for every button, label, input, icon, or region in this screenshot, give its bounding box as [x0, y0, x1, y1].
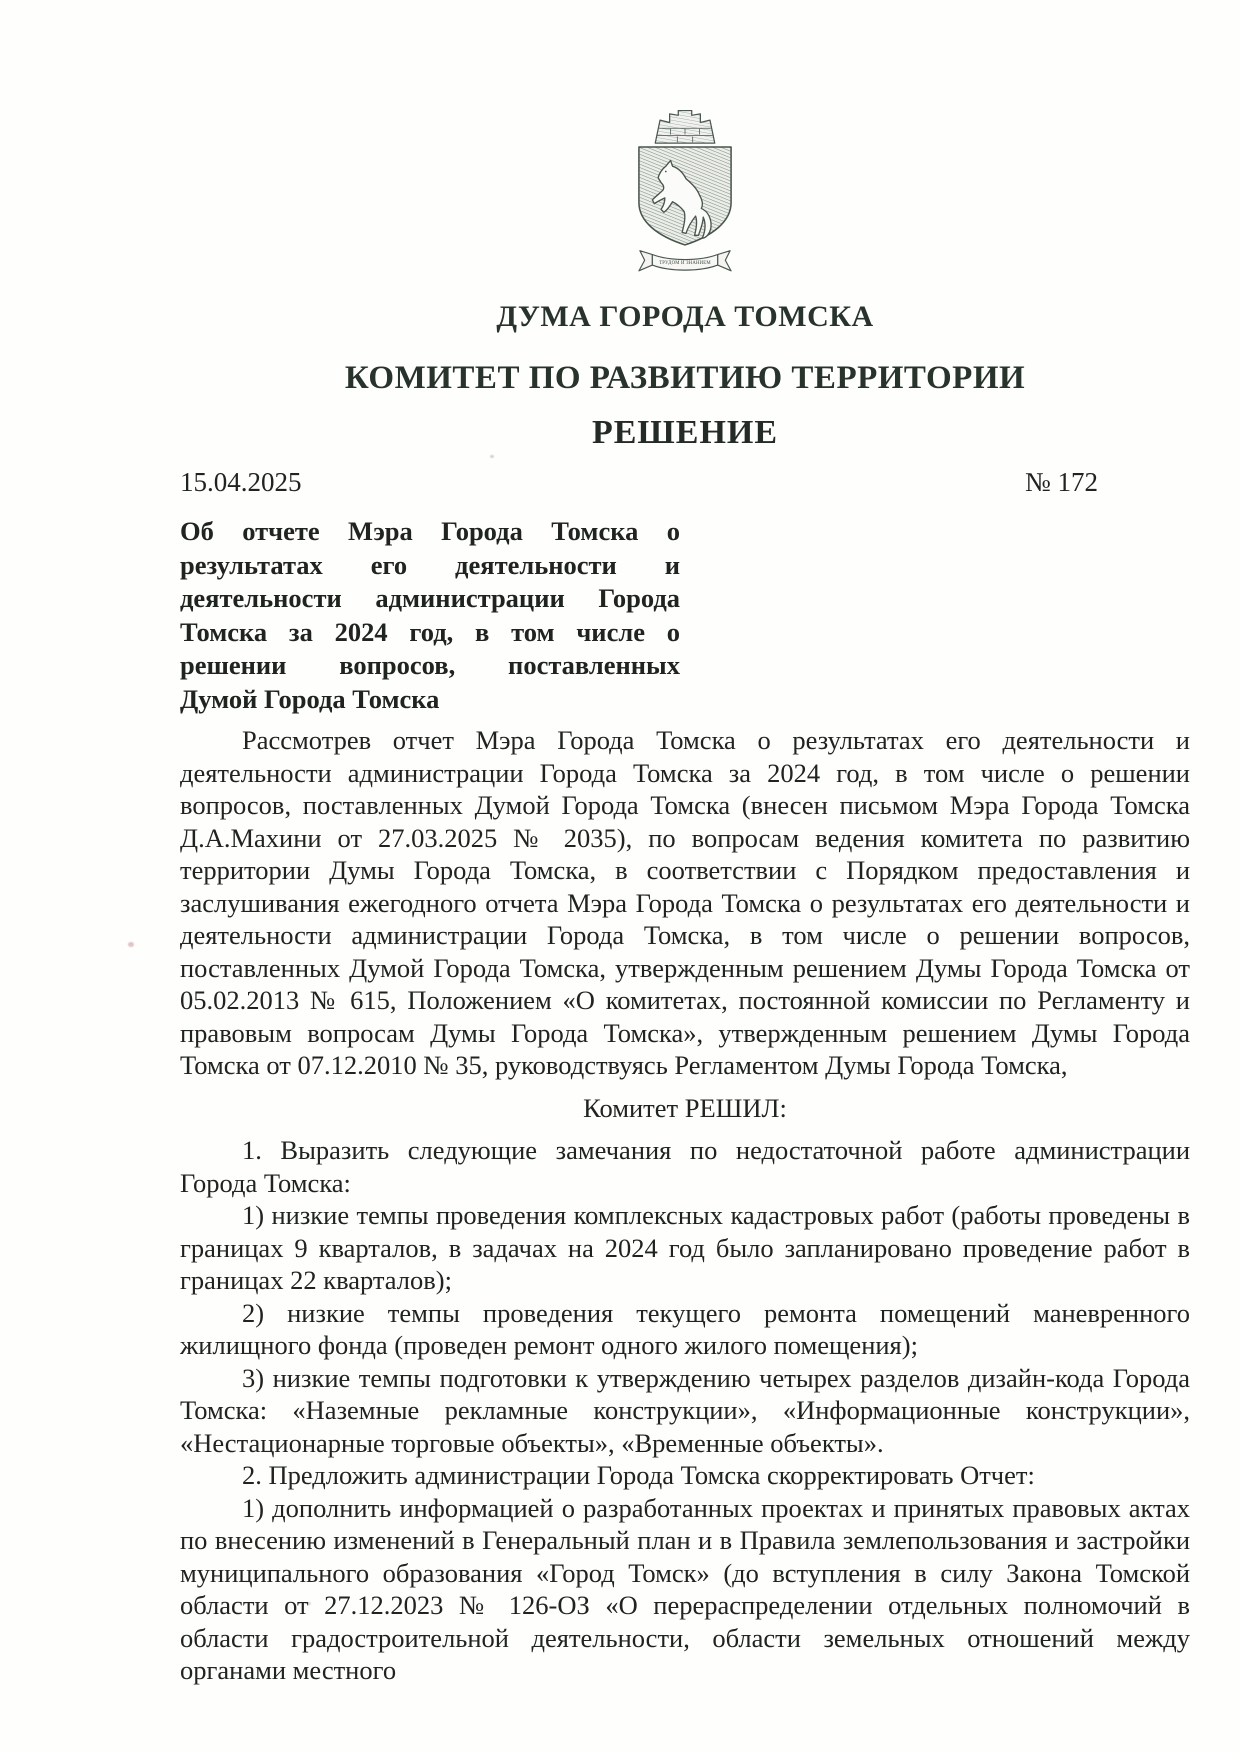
body-paragraph: 1) низкие темпы проведения комплексных кадастровых работ (работы проведены в границах 9 кварталов, в задачах на 2024 год было запланировано проведение работ в границах 22 кварталов);	[180, 1200, 1190, 1295]
scan-speck	[128, 942, 134, 947]
document-number: № 172	[1024, 467, 1098, 497]
committee-name: КОМИТЕТ ПО РАЗВИТИЮ ТЕРРИТОРИИ	[344, 360, 1026, 396]
motto-ribbon-icon	[639, 251, 731, 271]
subject-line: результатах его деятельности и	[180, 549, 680, 580]
document-meta-row	[180, 466, 1190, 499]
tomsk-coat-of-arms-icon	[637, 110, 733, 280]
document-body	[180, 724, 1190, 1687]
subject-line: решении вопросов, поставленных	[180, 650, 680, 680]
organization-name: ДУМА ГОРОДА ТОМСКА	[496, 300, 874, 333]
body-paragraph: 2) низкие темпы проведения текущего ремонта помещений маневренного жилищного фонда (проведен ремонт одного жилого помещения);	[180, 1297, 1190, 1360]
body-paragraph: 2. Предложить администрации Города Томска скорректировать Отчет:	[242, 1460, 1035, 1490]
subject-line: Думой Города Томска	[180, 683, 440, 714]
body-paragraph: 3) низкие темпы подготовки к утверждению четырех разделов дизайн-кода Города Томска: «Наземные рекламные конструкции», «Информационные конструкции», «Нестационарные торговые объекты», «Временные объекты».	[180, 1362, 1190, 1458]
horse-eye	[665, 171, 667, 173]
document-subject	[180, 515, 680, 716]
body-paragraph: 1. Выразить следующие замечания по недостаточной работе администрации Города Томска:	[180, 1135, 1190, 1198]
subject-line: Об отчете Мэра Города Томска о	[180, 516, 680, 546]
motto-text: ТРУДОМ И ЗНАНИЕМ	[659, 261, 711, 267]
document-type-title: РЕШЕНИЕ	[591, 414, 779, 451]
subject-line: Томска за 2024 год, в том числе о	[180, 616, 680, 647]
subject-line: деятельности администрации Города	[180, 583, 680, 613]
body-paragraph: 1) дополнить информацией о разработанных проектах и принятых правовых актах по внесению изменений в Генеральный план и в Правила землепользования и застройки муниципального образования «Город Томск» (до вступления в силу Закона Томской области от 27.12.2023 № 126-ОЗ «О перераспределении отдельных полномочий в области градостроительной деятельности, области земельных отношений между органами местного	[180, 1492, 1190, 1685]
mural-crown-icon	[655, 111, 715, 144]
preamble-paragraph: Рассмотрев отчет Мэра Города Томска о результатах его деятельности и деятельности администрации Города Томска за 2024 год, в том числе о решении вопросов, поставленных Думой Города Томска (внесен письмом Мэра Города Томска Д.А.Махини от 27.03.2025 № 2035), по вопросам ведения комитета по развитию территории Думы Города Томска, в соответствии с Порядком предоставления и заслушивания ежегодного отчета Мэра Города Томска о результатах его деятельности и деятельности администрации Города Томска, в том числе о решении вопросов, поставленных Думой Города Томска, утвержденным решением Думы Города Томска от 05.02.2013 № 615, Положением «О комитетах, постоянной комиссии по Регламенту и правовым вопросам Думы Города Томска», утвержденным решением Думы Города Томска от 07.12.2010 № 35, руководствуясь Регламентом Думы Города Томска,	[180, 725, 1190, 1080]
document-content	[180, 110, 1190, 1687]
resolved-heading: Комитет РЕШИЛ:	[583, 1092, 787, 1123]
document-date: 15.04.2025	[180, 467, 302, 497]
